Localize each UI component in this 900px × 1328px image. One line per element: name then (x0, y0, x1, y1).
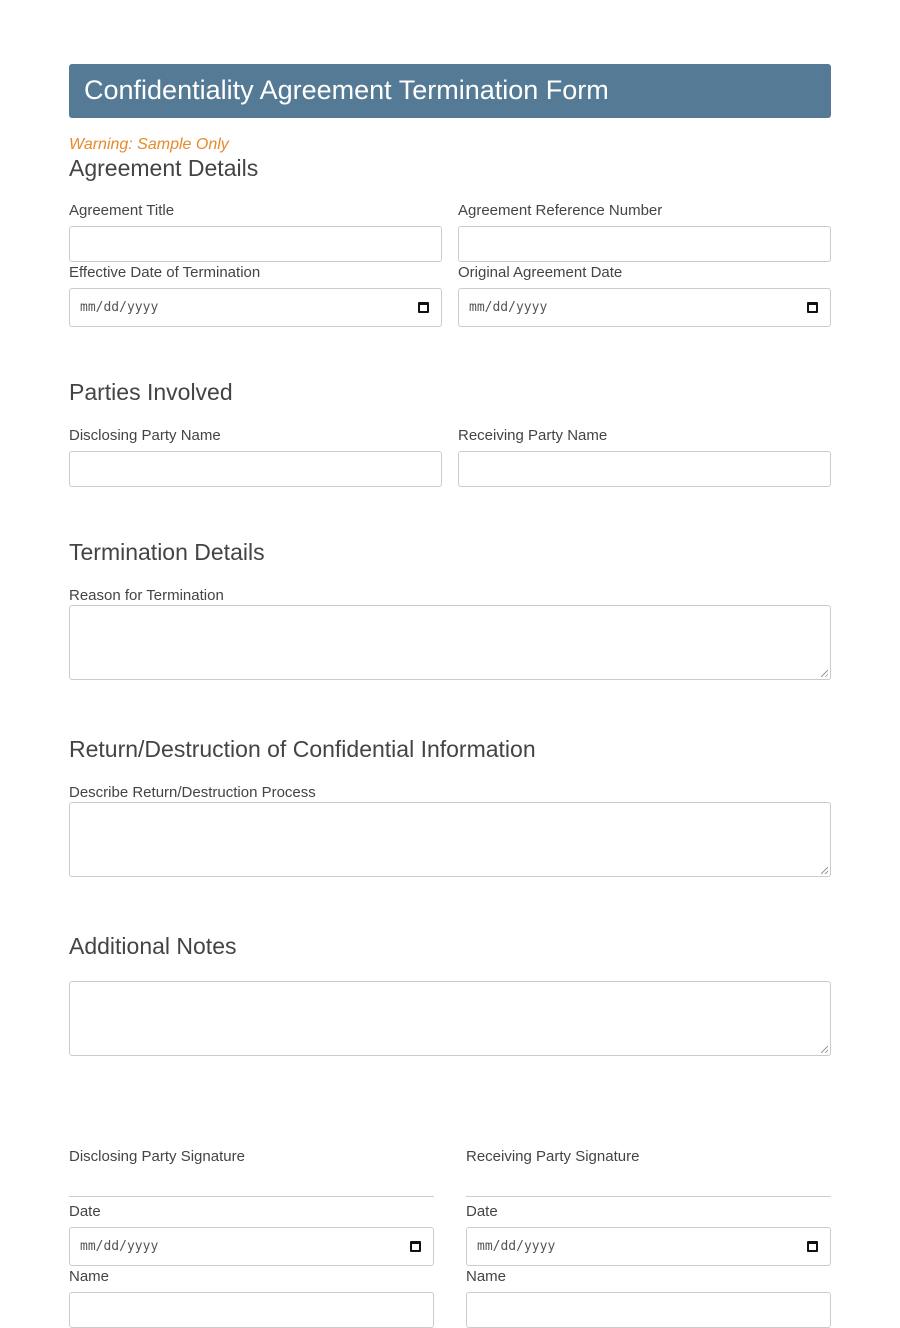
disclosing-date-input[interactable] (69, 1227, 434, 1266)
section-title-return: Return/Destruction of Confidential Information (69, 736, 536, 762)
receiving-date-label: Date (466, 1203, 498, 1220)
receiving-party-input[interactable] (458, 451, 831, 487)
original-date-input[interactable] (458, 288, 831, 327)
disclosing-name-input[interactable] (69, 1292, 434, 1328)
receiving-signature-line[interactable] (466, 1196, 831, 1197)
section-title-termination: Termination Details (69, 539, 265, 565)
section-title-notes: Additional Notes (69, 933, 237, 959)
date-placeholder: mm/dd/yyyy (469, 300, 548, 315)
original-date-label: Original Agreement Date (458, 264, 623, 281)
disclosing-date-label: Date (69, 1203, 101, 1220)
receiving-signature-label: Receiving Party Signature (466, 1148, 640, 1165)
section-title-parties: Parties Involved (69, 379, 233, 405)
disclosing-party-input[interactable] (69, 451, 442, 487)
disclosing-name-label: Name (69, 1268, 110, 1285)
date-placeholder: mm/dd/yyyy (80, 1239, 159, 1254)
effective-date-label: Effective Date of Termination (69, 264, 261, 281)
calendar-icon[interactable] (418, 302, 429, 313)
reference-number-input[interactable] (458, 226, 831, 262)
agreement-title-input[interactable] (69, 226, 442, 262)
calendar-icon[interactable] (410, 1241, 421, 1252)
disclosing-signature-line[interactable] (69, 1196, 434, 1197)
calendar-icon[interactable] (807, 1241, 818, 1252)
receiving-name-input[interactable] (466, 1292, 831, 1328)
agreement-title-label: Agreement Title (69, 202, 175, 219)
resize-handle-icon[interactable] (821, 1046, 828, 1053)
reason-textarea[interactable] (69, 605, 831, 680)
disclosing-party-label: Disclosing Party Name (69, 427, 221, 444)
date-placeholder: mm/dd/yyyy (477, 1239, 556, 1254)
disclosing-signature-label: Disclosing Party Signature (69, 1148, 245, 1165)
effective-date-input[interactable] (69, 288, 442, 327)
additional-notes-textarea[interactable] (69, 981, 831, 1056)
receiving-date-input[interactable] (466, 1227, 831, 1266)
date-placeholder: mm/dd/yyyy (80, 300, 159, 315)
receiving-party-label: Receiving Party Name (458, 427, 608, 444)
describe-process-textarea[interactable] (69, 802, 831, 877)
receiving-name-label: Name (466, 1268, 507, 1285)
warning-text: Warning: Sample Only (69, 136, 229, 153)
resize-handle-icon[interactable] (821, 867, 828, 874)
reason-label: Reason for Termination (69, 587, 224, 604)
form-header (69, 64, 831, 118)
describe-process-label: Describe Return/Destruction Process (69, 784, 316, 801)
resize-handle-icon[interactable] (821, 670, 828, 677)
calendar-icon[interactable] (807, 302, 818, 313)
page-title: Confidentiality Agreement Termination Form (84, 75, 609, 105)
section-title-agreement: Agreement Details (69, 155, 259, 181)
reference-number-label: Agreement Reference Number (458, 202, 663, 219)
